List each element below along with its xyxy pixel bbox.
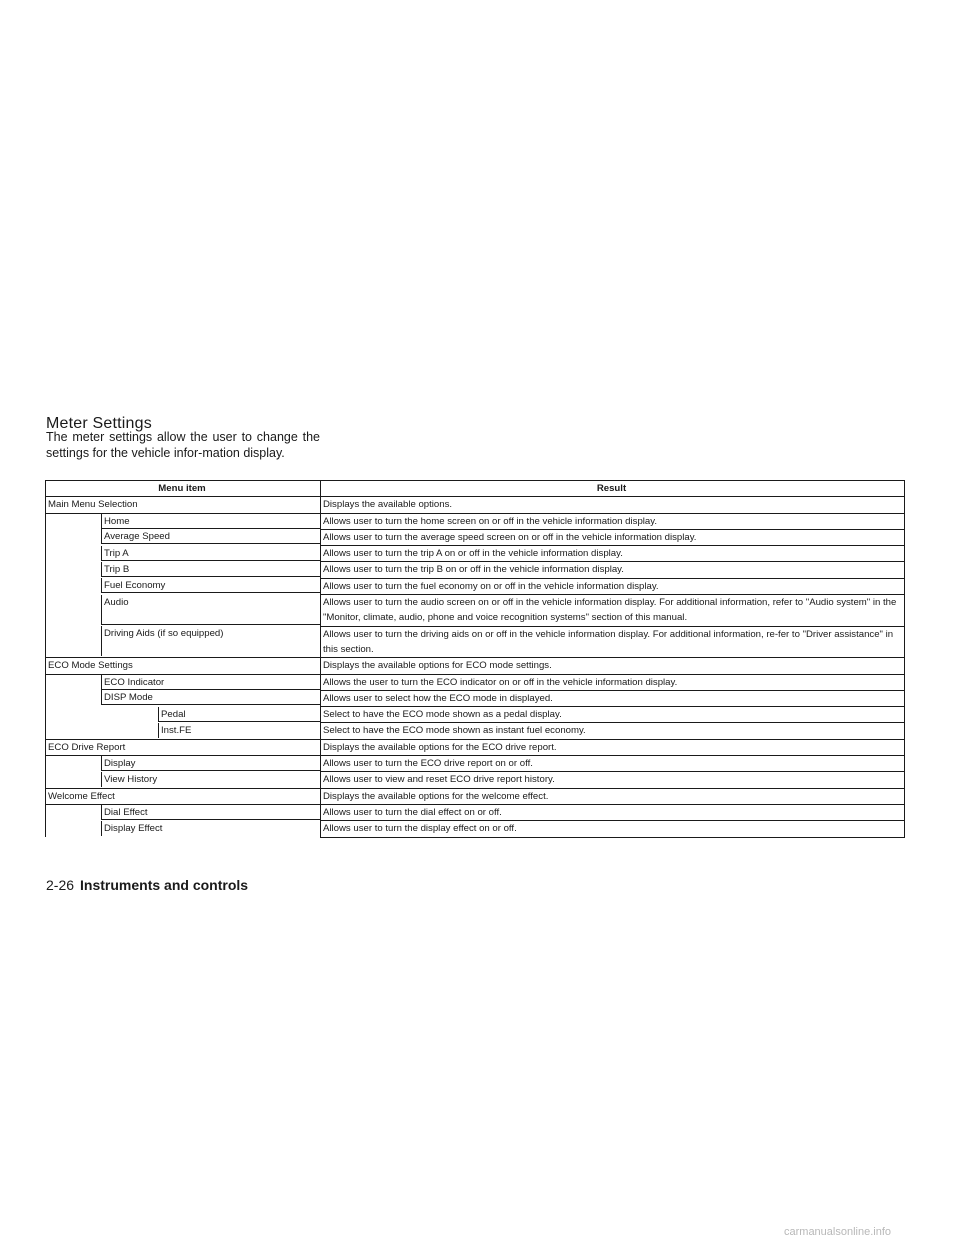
menu-item-label: Inst.FE [158,723,320,738]
table-row [46,513,905,529]
menu-item-label: Fuel Economy [101,578,320,593]
table-body [46,497,905,837]
table-row [46,723,905,739]
table-row [46,707,905,723]
table-row [46,756,905,772]
menu-item-cell [46,804,321,820]
menu-item-label: Pedal [158,707,320,722]
menu-item-label: ECO Drive Report [48,741,126,753]
menu-item-label: Trip B [101,562,320,577]
result-cell: Allows user to turn the audio screen on or off in the vehicle information display. For additional information, refer to "Audio system" in the "Monitor, climate, audio, phone and voice recognition systems" section of this manual. [321,595,905,627]
table-row [46,497,905,513]
menu-item-cell [46,513,321,529]
result-cell: Allows user to turn the ECO drive report on or off. [321,756,905,772]
result-cell: Allows user to view and reset ECO drive report history. [321,772,905,788]
result-cell: Allows user to turn the fuel economy on or off in the vehicle information display. [321,578,905,594]
menu-item-cell [46,562,321,578]
table-row [46,595,905,627]
menu-item-label: ECO Indicator [101,675,320,690]
menu-item-label: Welcome Effect [48,790,115,802]
menu-item-cell [46,626,321,658]
result-cell: Allows user to turn the average speed screen on or off in the vehicle information display. [321,529,905,545]
menu-item-cell [46,723,321,739]
table-row [46,546,905,562]
menu-item-label: Trip A [101,546,320,561]
result-cell: Allows user to turn the display effect on or off. [321,821,905,837]
table-row [46,674,905,690]
result-cell: Displays the available options for the welcome effect. [321,788,905,804]
menu-item-label: Audio [101,595,320,625]
menu-item-cell [46,529,321,545]
header-result: Result [321,481,905,497]
watermark: carmanualsonline.info [784,1226,892,1238]
result-cell: Allows user to turn the dial effect on or off. [321,804,905,820]
result-cell: Select to have the ECO mode shown as a pedal display. [321,707,905,723]
menu-item-cell [46,788,321,804]
header-menu-item: Menu item [46,481,321,497]
table-row [46,788,905,804]
menu-item-cell [46,756,321,772]
page-number: 2-26 [46,877,75,893]
menu-item-label: DISP Mode [101,690,320,705]
menu-item-label: Driving Aids (if so equipped) [101,626,320,656]
menu-item-cell [46,497,321,513]
result-cell: Displays the available options for ECO mode settings. [321,658,905,674]
menu-item-label: View History [101,772,320,787]
result-cell: Allows user to turn the trip A on or off in the vehicle information display. [321,546,905,562]
result-cell: Allows user to turn the driving aids on or off in the vehicle information display. For additional information, re-fer to "Driver assistance" in this section. [321,626,905,658]
result-cell: Allows user to turn the home screen on or off in the vehicle information display. [321,513,905,529]
table-header-row [46,481,905,497]
result-cell: Allows user to turn the trip B on or off in the vehicle information display. [321,562,905,578]
table-row [46,690,905,706]
menu-item-cell [46,658,321,674]
table-row [46,739,905,755]
menu-item-label: Display [101,756,320,771]
chapter-title: Instruments and controls [80,877,249,893]
menu-item-label: Dial Effect [101,805,320,820]
menu-item-cell [46,690,321,706]
result-cell: Displays the available options. [321,497,905,513]
result-cell: Allows the user to turn the ECO indicator on or off in the vehicle information display. [321,674,905,690]
table-row [46,658,905,674]
result-cell: Allows user to select how the ECO mode in displayed. [321,690,905,706]
page-footer [46,877,248,893]
menu-item-cell [46,707,321,723]
menu-item-label: Display Effect [101,821,320,836]
menu-item-cell [46,821,321,837]
table-row [46,626,905,658]
menu-item-cell [46,674,321,690]
table-row [46,821,905,837]
menu-item-cell [46,772,321,788]
table-row [46,578,905,594]
menu-item-cell [46,739,321,755]
section-title: Meter Settings [46,415,152,433]
menu-item-cell [46,578,321,594]
menu-item-label: Home [101,514,320,529]
menu-item-label: Main Menu Selection [48,499,138,511]
result-cell: Select to have the ECO mode shown as instant fuel economy. [321,723,905,739]
menu-item-label: ECO Mode Settings [48,660,133,672]
intro-paragraph: The meter settings allow the user to change the settings for the vehicle infor-mation display. [46,430,320,460]
menu-item-label: Average Speed [101,529,320,544]
table-row [46,529,905,545]
menu-item-cell [46,595,321,627]
menu-item-cell [46,546,321,562]
meter-settings-table [45,480,905,838]
table-row [46,772,905,788]
table-row [46,804,905,820]
result-cell: Displays the available options for the ECO drive report. [321,739,905,755]
table-row [46,562,905,578]
